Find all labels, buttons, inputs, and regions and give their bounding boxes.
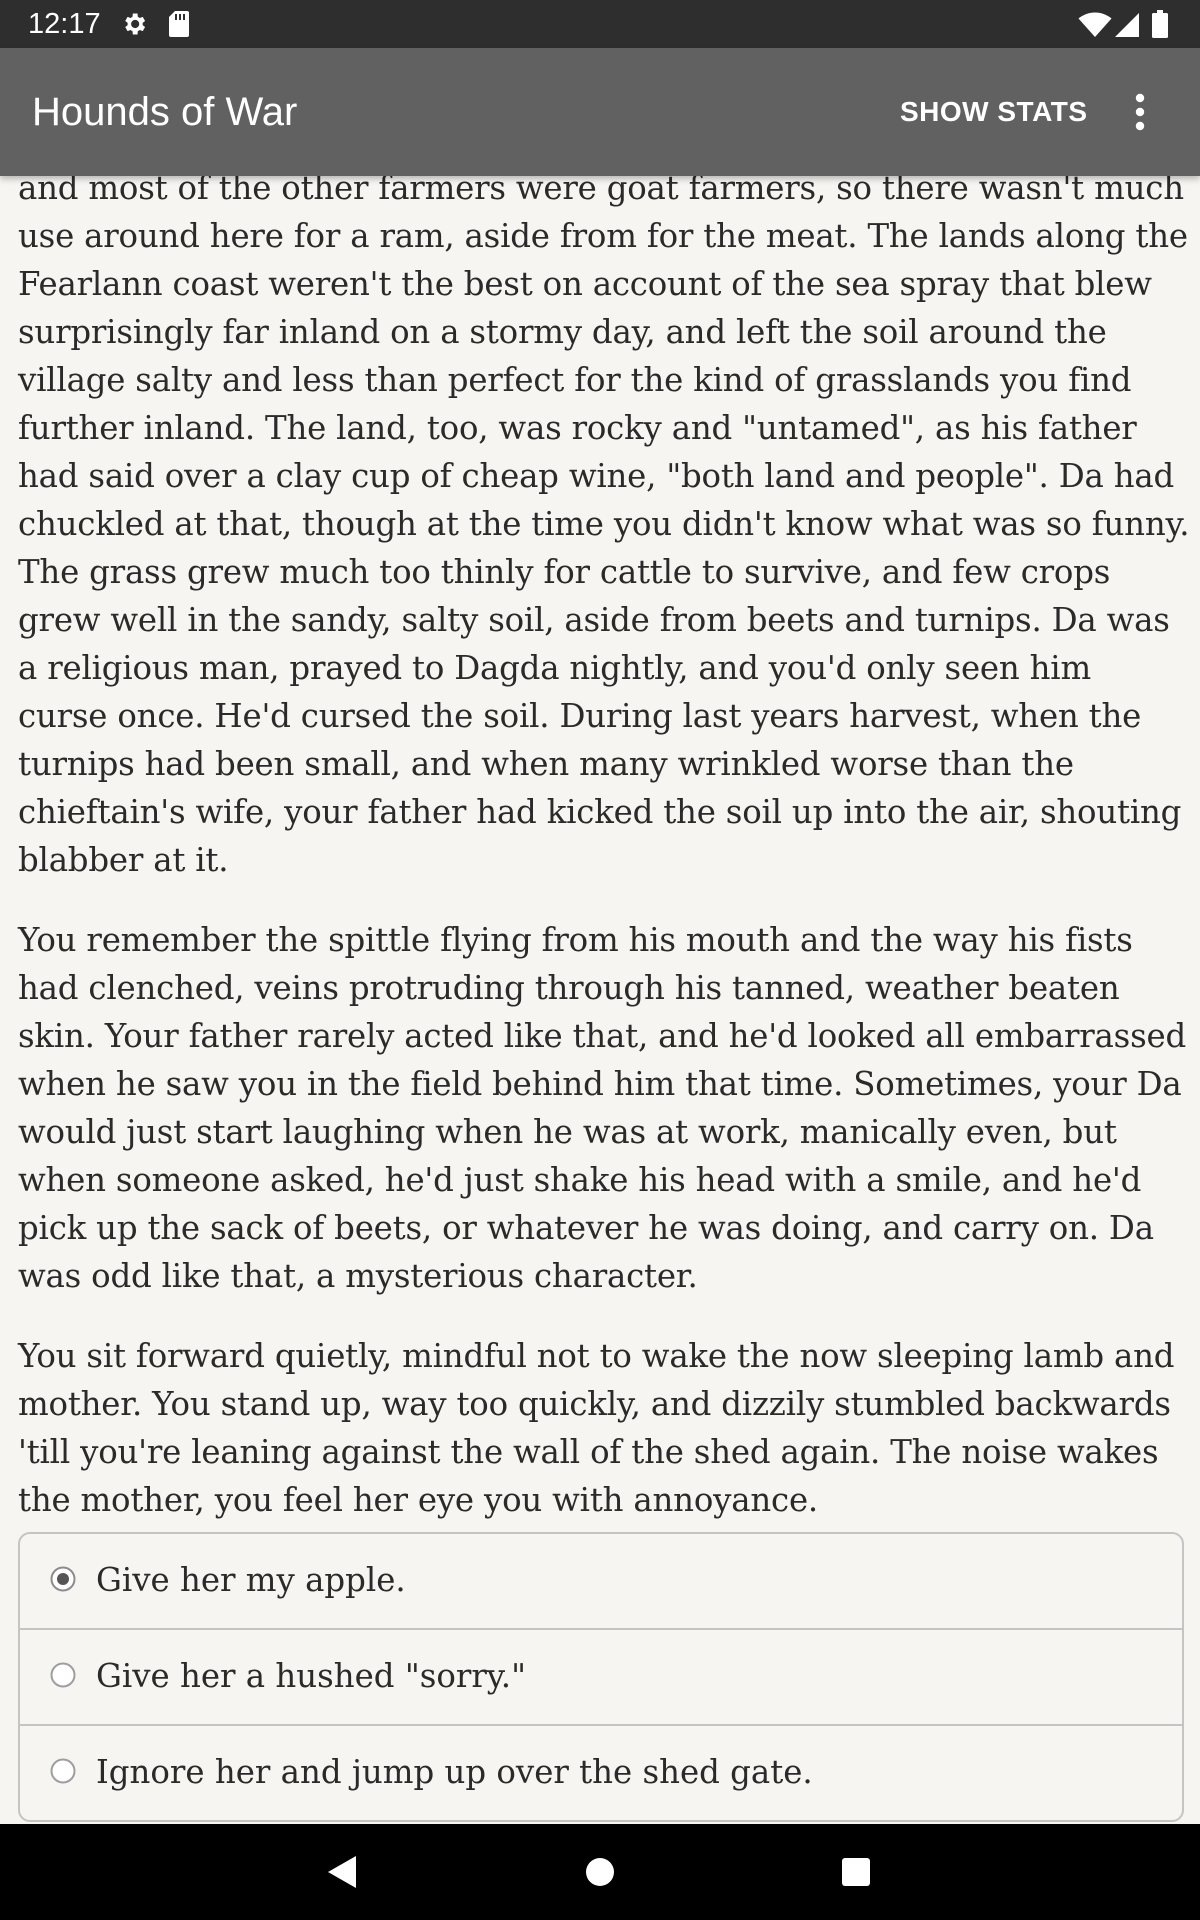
app-bar	[0, 48, 1200, 176]
radio-selected-icon[interactable]	[50, 1566, 76, 1592]
choice-label: Give her my apple.	[96, 1561, 406, 1599]
sd-card-icon	[168, 10, 190, 38]
status-time: 12:17	[28, 8, 101, 40]
story-text	[18, 176, 1190, 1556]
choice-label: Ignore her and jump up over the shed gate.	[96, 1753, 813, 1791]
recents-icon[interactable]	[840, 1856, 872, 1888]
radio-unselected-icon[interactable]	[50, 1758, 76, 1784]
story-paragraph: You remember the spittle flying from his mouth and the way his fists had clenched, veins protruding through his tanned, weather beaten skin. Your father rarely acted like that, and he'd looked all embarrassed when he saw you in the field behind him that time. Sometimes, your Da would just start laughing when he was at work, manically even, but when someone asked, he'd just shake his head with a smile, and he'd pick up the sack of beets, or whatever he was doing, and carry on. Da was odd like that, a mysterious character.	[18, 921, 1187, 1295]
radio-unselected-icon[interactable]	[50, 1662, 76, 1688]
back-icon[interactable]	[326, 1854, 358, 1890]
wifi-icon	[1078, 12, 1112, 38]
status-bar	[0, 0, 1200, 48]
gear-icon	[120, 10, 148, 38]
choice-option-sorry[interactable]	[20, 1630, 1182, 1726]
home-icon[interactable]	[584, 1854, 616, 1890]
choice-list	[18, 1532, 1184, 1822]
battery-icon	[1152, 10, 1168, 38]
choice-option-apple[interactable]	[20, 1534, 1182, 1630]
navigation-bar	[0, 1824, 1200, 1920]
story-scroll-area[interactable]	[0, 176, 1200, 1824]
story-paragraph: You sit forward quietly, mindful not to wake the now sleeping lamb and mother. You stand up, way too quickly, and dizzily stumbled backwards 'till you're leaning against the wall of the shed again. The noise wakes the mother, you feel her eye you with annoyance.	[18, 1337, 1175, 1519]
choice-label: Give her a hushed "sorry."	[96, 1657, 526, 1695]
app-title: Hounds of War	[32, 90, 298, 134]
story-paragraph: and most of the other farmers were goat farmers, so there wasn't much use around here for a ram, aside from for the meat. The lands along the Fearlann coast weren't the best on account of the sea spray that blew surprisingly far inland on a stormy day, and left the soil around the village salty and less than perfect for the kind of grasslands you find further inland. The land, too, was rocky and "untamed", as his father had said over a clay cup of cheap wine, "both land and people". Da had chuckled at that, though at the time you didn't know what was so funny. The grass grew much too thinly for cattle to survive, and few crops grew well in the sandy, salty soil, aside from beets and turnips. Da was a religious man, prayed to Dagda nightly, and you'd only seen him curse once. He'd cursed the soil. During last years harvest, when the turnips had been small, and when many wrinkled worse than the chieftain's wife, your father had kicked the soil up into the air, shouting blabber at it.	[18, 176, 1190, 879]
choice-option-ignore[interactable]	[20, 1726, 1182, 1820]
signal-icon	[1114, 12, 1140, 38]
show-stats-button[interactable]: SHOW STATS	[900, 96, 1088, 127]
more-vert-icon[interactable]	[1122, 92, 1158, 132]
